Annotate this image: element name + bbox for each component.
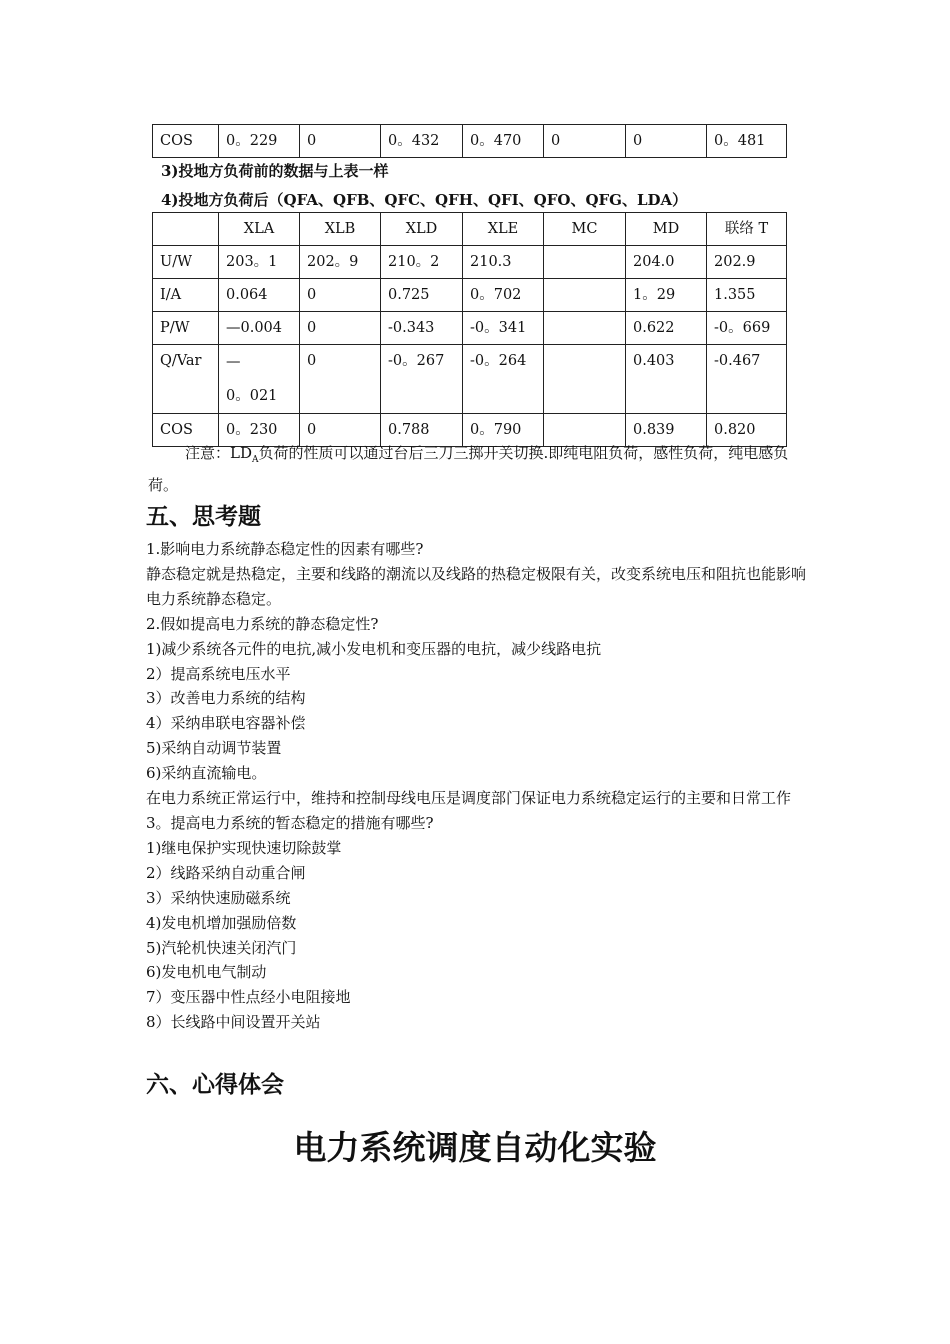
table-after-local-load <box>152 212 787 447</box>
caption-after-local-load: 4)投地方负荷后（QFA、QFB、QFC、QFH、QFI、QFO、QFG、LDA） <box>161 191 688 209</box>
table-cell: 0.622 <box>626 312 707 345</box>
row-label: Q/Var <box>153 345 219 414</box>
section-heading-questions: 五、思考题 <box>146 503 261 530</box>
table-cos-continuation <box>152 124 787 158</box>
caption-before-local-load: 3)投地方负荷前的数据与上表一样 <box>161 162 389 180</box>
row-label: P/W <box>153 312 219 345</box>
body-line: 5)汽轮机快速关闭汽门 <box>146 938 297 957</box>
column-header: MD <box>626 213 707 246</box>
body-line: 4）采纳串联电容器补偿 <box>146 714 306 733</box>
table-cell: 0.820 <box>707 414 787 447</box>
body-line: 3。提高电力系统的暂态稳定的措施有哪些? <box>146 813 434 832</box>
column-header: MC <box>544 213 626 246</box>
table-cell: 0。481 <box>707 125 787 158</box>
body-line: 6)采纳直流输电。 <box>146 764 267 783</box>
table-cell: -0.467 <box>707 345 787 414</box>
column-header: XLA <box>219 213 300 246</box>
body-line: 在电力系统正常运行中，维持和控制母线电压是调度部门保证电力系统稳定运行的主要和日常工作 <box>146 789 792 808</box>
body-line: 8）长线路中间设置开关站 <box>146 1013 321 1032</box>
body-line: 静态稳定就是热稳定，主要和线路的潮流以及线路的热稳定极限有关，改变系统电压和阻抗也能影响电力系统静态稳定。 <box>146 564 807 608</box>
table-row <box>153 125 787 158</box>
cell-line: 0。021 <box>226 388 278 404</box>
body-line: 3）改善电力系统的结构 <box>146 689 306 708</box>
column-header: XLD <box>381 213 463 246</box>
body-line: 2.假如提高电力系统的静态稳定性? <box>146 614 379 633</box>
table-cell: 0。790 <box>463 414 544 447</box>
table-cell: 0 <box>626 125 707 158</box>
column-header: XLE <box>463 213 544 246</box>
table-cell: 204.0 <box>626 246 707 279</box>
table-cell: -0。267 <box>381 345 463 414</box>
table-cell: -0.343 <box>381 312 463 345</box>
table-cell: —0.004 <box>219 312 300 345</box>
table-cell: 203。1 <box>219 246 300 279</box>
table-cell: 0.839 <box>626 414 707 447</box>
table-cell: 1.355 <box>707 279 787 312</box>
body-line: 1.影响电力系统静态稳定性的因素有哪些? <box>146 540 424 558</box>
body-line: 4)发电机增加强励倍数 <box>146 913 297 932</box>
questions-body <box>146 537 810 1035</box>
table-cell: 0 <box>300 279 381 312</box>
table-cell <box>544 312 626 345</box>
note-text: 注意：$LD_A$负荷的性质可以通过台后三刀三掷开关切换.即纯电阻负荷，感性负荷，纯电感负荷。 <box>148 444 789 494</box>
table-cell <box>219 345 300 414</box>
column-header <box>153 213 219 246</box>
column-header: XLB <box>300 213 381 246</box>
table-row <box>153 345 787 414</box>
table-cell: 0.725 <box>381 279 463 312</box>
table-cell: 0 <box>300 414 381 447</box>
body-line: 7）变压器中性点经小电阻接地 <box>146 988 351 1007</box>
body-line: 2）线路采纳自动重合闸 <box>146 863 306 882</box>
body-line: 1)减少系统各元件的电抗,减小发电机和变压器的电抗，减少线路电抗 <box>146 639 602 658</box>
table-cell: 1。29 <box>626 279 707 312</box>
table-cell <box>544 345 626 414</box>
table-cell: 0 <box>300 312 381 345</box>
table-cell: 0。229 <box>219 125 300 158</box>
table-cell: 202.9 <box>707 246 787 279</box>
table-row <box>153 279 787 312</box>
body-line: 1)继电保护实现快速切除鼓掌 <box>146 838 342 857</box>
table-cell: -0。264 <box>463 345 544 414</box>
table-row <box>153 312 787 345</box>
table-cell: -0。341 <box>463 312 544 345</box>
table-cell: 0.403 <box>626 345 707 414</box>
load-note <box>148 441 810 498</box>
table-cell: 0。470 <box>463 125 544 158</box>
body-line: 2）提高系统电压水平 <box>146 664 291 683</box>
body-line: 5)采纳自动调节装置 <box>146 739 282 758</box>
row-label: I/A <box>153 279 219 312</box>
next-experiment-title: 电力系统调度自动化实验 <box>293 1128 657 1167</box>
table-row <box>153 246 787 279</box>
table-cell <box>544 279 626 312</box>
table-cell: 202。9 <box>300 246 381 279</box>
table-cell: 0。230 <box>219 414 300 447</box>
table-cell: 0。702 <box>463 279 544 312</box>
table-cell: 0.788 <box>381 414 463 447</box>
table-cell: 0 <box>300 125 381 158</box>
column-header: 联络 T <box>707 213 787 246</box>
body-line: 3）采纳快速励磁系统 <box>146 888 291 907</box>
table-cell <box>544 246 626 279</box>
section-heading-reflection: 六、心得体会 <box>146 1071 284 1098</box>
cell-line: — <box>226 354 241 370</box>
table-cell: 0.064 <box>219 279 300 312</box>
table-cell: -0。669 <box>707 312 787 345</box>
row-label: U/W <box>153 246 219 279</box>
table-cell: 210。2 <box>381 246 463 279</box>
table-cell: 0 <box>300 345 381 414</box>
row-label: COS <box>153 414 219 447</box>
table-cell: 210.3 <box>463 246 544 279</box>
table-cell: 0。432 <box>381 125 463 158</box>
table-header-row <box>153 213 787 246</box>
table-cell: 0 <box>544 125 626 158</box>
table-cell: COS <box>153 125 219 158</box>
body-line: 6)发电机电气制动 <box>146 963 267 982</box>
